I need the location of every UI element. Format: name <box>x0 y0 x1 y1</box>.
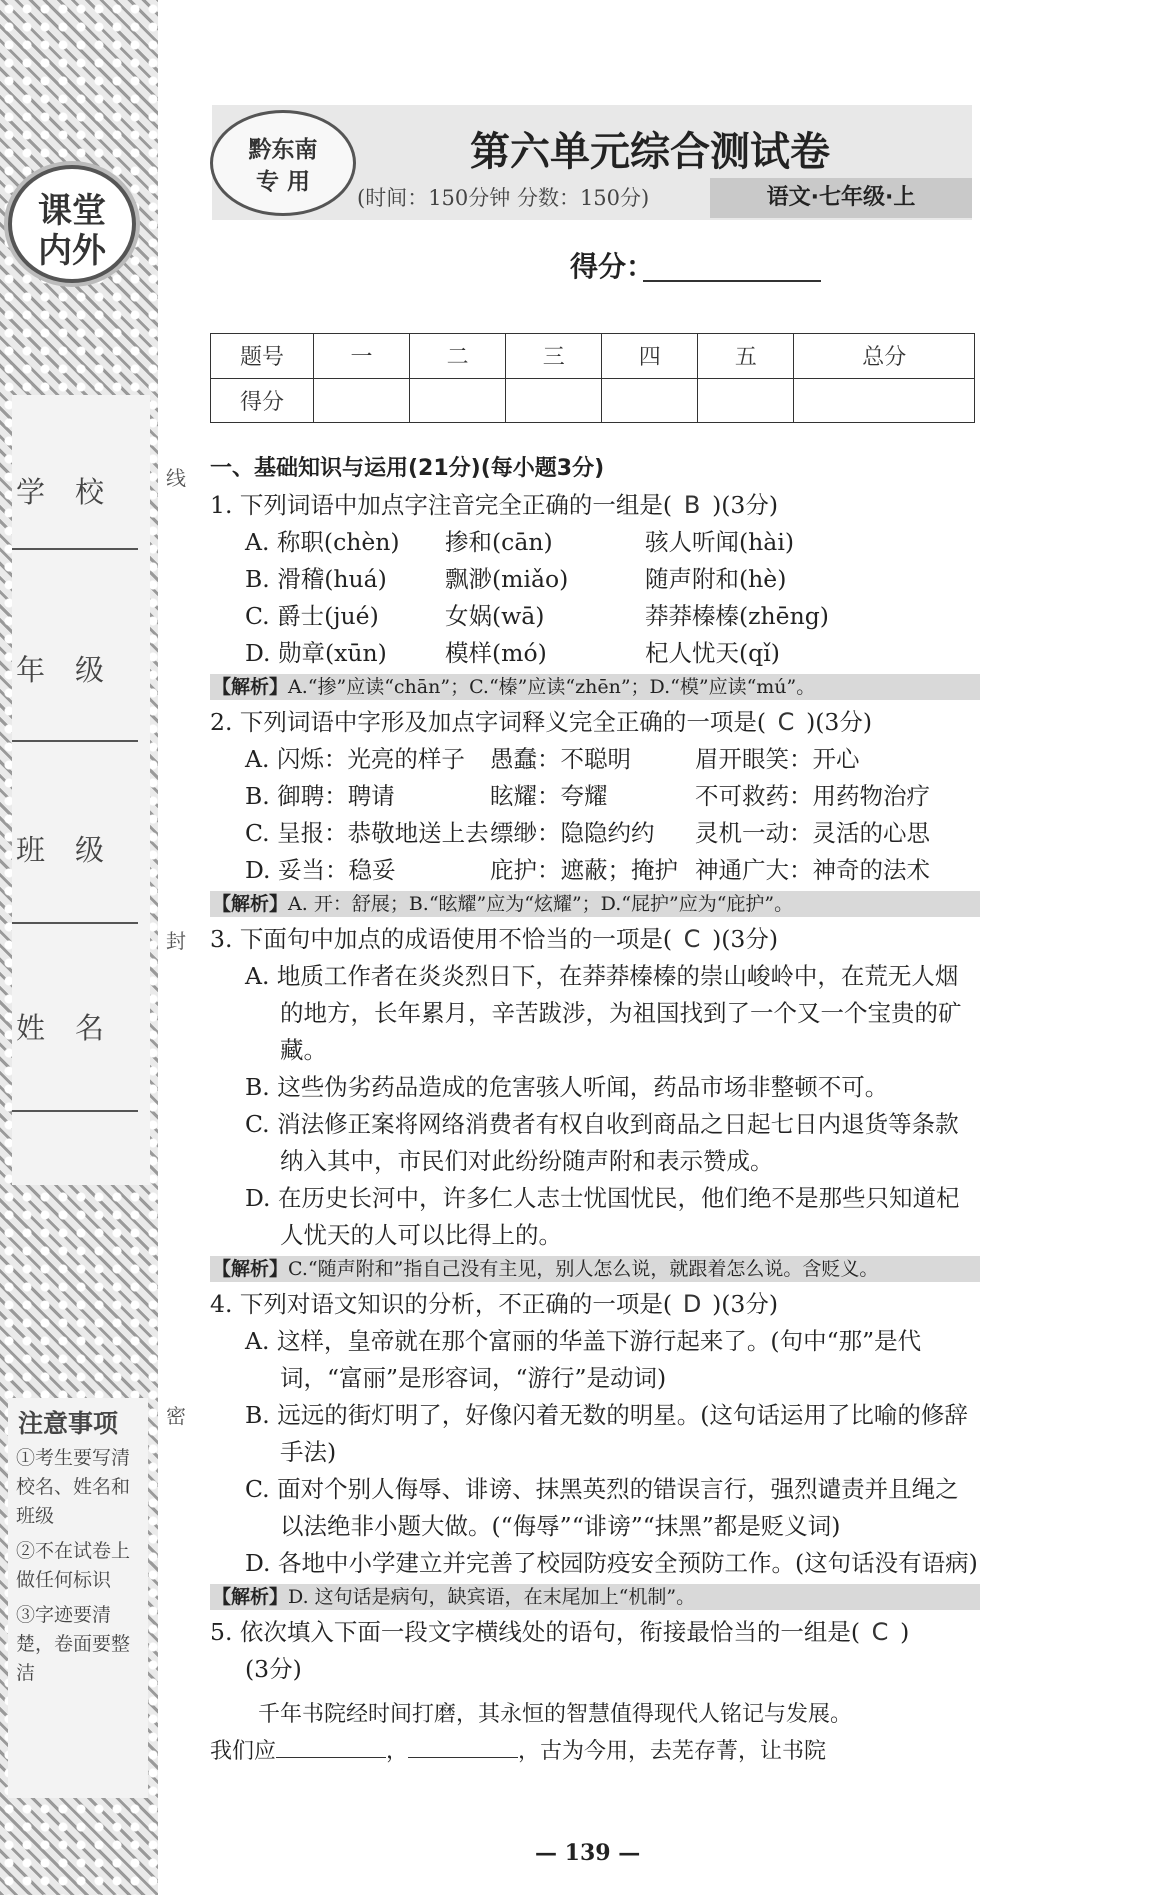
score-label: 得分： <box>570 250 655 283</box>
question-score: )(3分) <box>712 491 779 519</box>
table-cell: 二 <box>410 334 506 379</box>
question-score-line: (3分) <box>245 1655 302 1683</box>
region-badge <box>210 110 356 216</box>
analysis-text: A.“掺”应读“chān”；C.“榛”应读“zhēn”；D.“模”应读“mú”。 <box>288 676 816 698</box>
option: 庇护：遮蔽；掩护 <box>490 856 678 884</box>
answer: D <box>682 1290 702 1318</box>
note-item: ①考生要写清校名、姓名和班级 <box>16 1447 131 1527</box>
table-row <box>211 334 975 379</box>
field-grade: 年级 <box>15 653 134 687</box>
option: D. 各地中小学建立并完善了校园防疫安全预防工作。(这句话没有语病) <box>245 1549 978 1577</box>
passage-line <box>210 1733 980 1770</box>
divider <box>12 1110 138 1112</box>
analysis-box <box>210 1256 980 1282</box>
option: C. 面对个别人侮辱、诽谤、抹黑英烈的错误言行，强烈谴责并且绳之以法绝非小题大做。(“侮辱”“诽谤”“抹黑”都是贬义词) <box>245 1475 959 1540</box>
score-blank[interactable] <box>643 280 821 282</box>
table-cell: 五 <box>698 334 794 379</box>
option-row <box>210 852 980 889</box>
analysis-label: 【解析】 <box>212 1258 289 1280</box>
score-cell[interactable] <box>314 378 410 423</box>
score-table <box>210 333 975 423</box>
analysis-box <box>210 891 980 917</box>
score-cell[interactable] <box>698 378 794 423</box>
score-cell[interactable] <box>410 378 506 423</box>
option: 不可救药：用药物治疗 <box>695 782 930 810</box>
question-3 <box>210 921 980 958</box>
option: C. 呈报：恭敬地送上去 <box>245 819 489 847</box>
option: 飘渺(miǎo) <box>445 565 569 593</box>
analysis-box <box>210 674 980 700</box>
option: B. 这些伪劣药品造成的危害骇人听闻，药品市场非整顿不可。 <box>245 1073 889 1101</box>
option-row <box>210 815 980 852</box>
option-row <box>210 635 980 672</box>
grade-label: 语文·七年级·上 <box>710 178 972 218</box>
fill-blank[interactable] <box>408 1733 518 1758</box>
badge-text-2: 内外 <box>38 231 106 271</box>
option: B. 远远的街灯明了，好像闪着无数的明星。(这句话运用了比喻的修辞手法) <box>245 1401 968 1466</box>
question-5 <box>210 1614 980 1651</box>
option: D. 勋章(xūn) <box>245 639 387 667</box>
option: A. 称职(chèn) <box>245 528 400 556</box>
cut-mark-line: 线 <box>166 466 186 490</box>
divider <box>12 922 138 924</box>
note-item: ③字迹要清楚，卷面要整洁 <box>16 1604 131 1684</box>
option: 眉开眼笑：开心 <box>695 745 860 773</box>
option-row <box>210 598 980 635</box>
option: 模样(mó) <box>445 639 547 667</box>
student-info-panel <box>12 395 150 1185</box>
table-cell: 四 <box>602 334 698 379</box>
field-school: 学校 <box>15 475 134 509</box>
option-row <box>210 741 980 778</box>
option: 眩耀：夸耀 <box>490 782 608 810</box>
notes-title: 注意事项 <box>18 1409 119 1438</box>
option: A. 闪烁：光亮的样子 <box>245 745 465 773</box>
answer: C <box>683 925 701 953</box>
analysis-box <box>210 1584 980 1610</box>
badge-text-1: 课堂 <box>38 191 106 231</box>
region-line-1: 黔东南 <box>248 137 318 163</box>
sidebar-pattern <box>0 0 158 1895</box>
option: 掺和(cān) <box>445 528 553 556</box>
table-row <box>211 378 975 423</box>
region-line-2: 专 用 <box>255 169 310 195</box>
option: A. 地质工作者在炎炎烈日下，在莽莽榛榛的崇山峻岭中，在荒无人烟的地方，长年累月，辛苦跋涉，为祖国找到了一个又一个宝贵的矿藏。 <box>245 962 962 1064</box>
question-score: )(3分) <box>712 925 779 953</box>
option: 随声附和(hè) <box>645 565 787 593</box>
option: A. 这样，皇帝就在那个富丽的华盖下游行起来了。(句中“那”是代词，“富丽”是形容词，“游行”是动词) <box>245 1327 922 1392</box>
analysis-text: D. 这句话是病句，缺宾语，在末尾加上“机制”。 <box>288 1586 696 1608</box>
table-cell: 三 <box>506 334 602 379</box>
question-4 <box>210 1286 980 1323</box>
section-title: 一、基础知识与运用(21分)(每小题3分) <box>210 456 605 481</box>
question-stem: 3. 下面句中加点的成语使用不恰当的一项是( <box>210 925 673 953</box>
question-1 <box>210 487 980 524</box>
questions-content <box>210 450 980 1770</box>
question-2 <box>210 704 980 741</box>
cut-mark-secret: 密 <box>166 1404 186 1428</box>
option-row <box>210 561 980 598</box>
option-row <box>210 778 980 815</box>
question-stem: 4. 下列对语文知识的分析，不正确的一项是( <box>210 1290 673 1318</box>
page-title: 第六单元综合测试卷 <box>470 129 830 175</box>
option: 灵机一动：灵活的心思 <box>695 819 930 847</box>
field-class: 班级 <box>15 833 134 867</box>
score-cell[interactable] <box>602 378 698 423</box>
divider <box>12 740 138 742</box>
question-stem: 2. 下列词语中字形及加点字词释义完全正确的一项是( <box>210 708 767 736</box>
fill-blank[interactable] <box>276 1733 386 1758</box>
option: D. 在历史长河中，许多仁人志士忧国忧民，他们绝不是那些只知道杞人忧天的人可以比得上的。 <box>245 1184 960 1249</box>
table-cell: 一 <box>314 334 410 379</box>
option: 女娲(wā) <box>445 602 545 630</box>
score-cell[interactable] <box>794 378 975 423</box>
question-score: )(3分) <box>806 708 873 736</box>
analysis-text: A. 开：舒展；B.“眩耀”应为“炫耀”；D.“屁护”应为“庇护”。 <box>288 893 794 915</box>
analysis-label: 【解析】 <box>212 1586 289 1608</box>
table-cell: 题号 <box>211 334 314 379</box>
option: C. 爵士(jué) <box>245 602 379 630</box>
question-score: ) <box>900 1618 910 1646</box>
question-score: )(3分) <box>712 1290 779 1318</box>
passage-text: ，古为今用，去芜存菁，让书院 <box>518 1739 827 1764</box>
option: B. 滑稽(huá) <box>245 565 387 593</box>
divider <box>12 548 138 550</box>
passage-text: ， <box>386 1739 409 1764</box>
option: 神通广大：神奇的法术 <box>695 856 930 884</box>
option-row <box>210 524 980 561</box>
passage-line: 千年书院经时间打磨，其永恒的智慧值得现代人铭记与发展。 <box>258 1702 853 1727</box>
score-cell[interactable] <box>506 378 602 423</box>
analysis-text: C.“随声附和”指自己没有主见，别人怎么说，就跟着怎么说。含贬义。 <box>288 1258 879 1280</box>
option: 愚蠢：不聪明 <box>490 745 631 773</box>
option: 缥缈：隐隐约约 <box>490 819 655 847</box>
question-stem: 5. 依次填入下面一段文字横线处的语句，衔接最恰当的一组是( <box>210 1618 861 1646</box>
time-info: (时间：150分钟 分数：150分) <box>357 186 650 210</box>
question-stem: 1. 下列词语中加点字注音完全正确的一组是( <box>210 491 673 519</box>
notes-panel <box>8 1398 148 1798</box>
answer: C <box>777 708 795 736</box>
option: C. 消法修正案将网络消费者有权自收到商品之日起七日内退货等条款纳入其中，市民们对此纷纷随声附和表示赞成。 <box>245 1110 959 1175</box>
option: 骇人听闻(hài) <box>645 528 794 556</box>
cut-mark-seal: 封 <box>166 929 186 953</box>
option: B. 御聘：聘请 <box>245 782 395 810</box>
table-cell: 总分 <box>794 334 975 379</box>
passage-text: 我们应 <box>210 1739 277 1764</box>
option: 莽莽榛榛(zhēng) <box>645 602 829 630</box>
field-name: 姓名 <box>15 1011 134 1045</box>
option: D. 妥当：稳妥 <box>245 856 396 884</box>
analysis-label: 【解析】 <box>212 893 289 915</box>
analysis-label: 【解析】 <box>212 676 289 698</box>
course-badge-logo <box>8 165 136 283</box>
answer: B <box>683 491 701 519</box>
page-number: — 139 — <box>535 1840 641 1866</box>
note-item: ②不在试卷上做任何标识 <box>16 1540 131 1591</box>
table-cell: 得分 <box>211 378 314 423</box>
answer: C <box>871 1618 889 1646</box>
option: 杞人忧天(qǐ) <box>645 639 780 667</box>
